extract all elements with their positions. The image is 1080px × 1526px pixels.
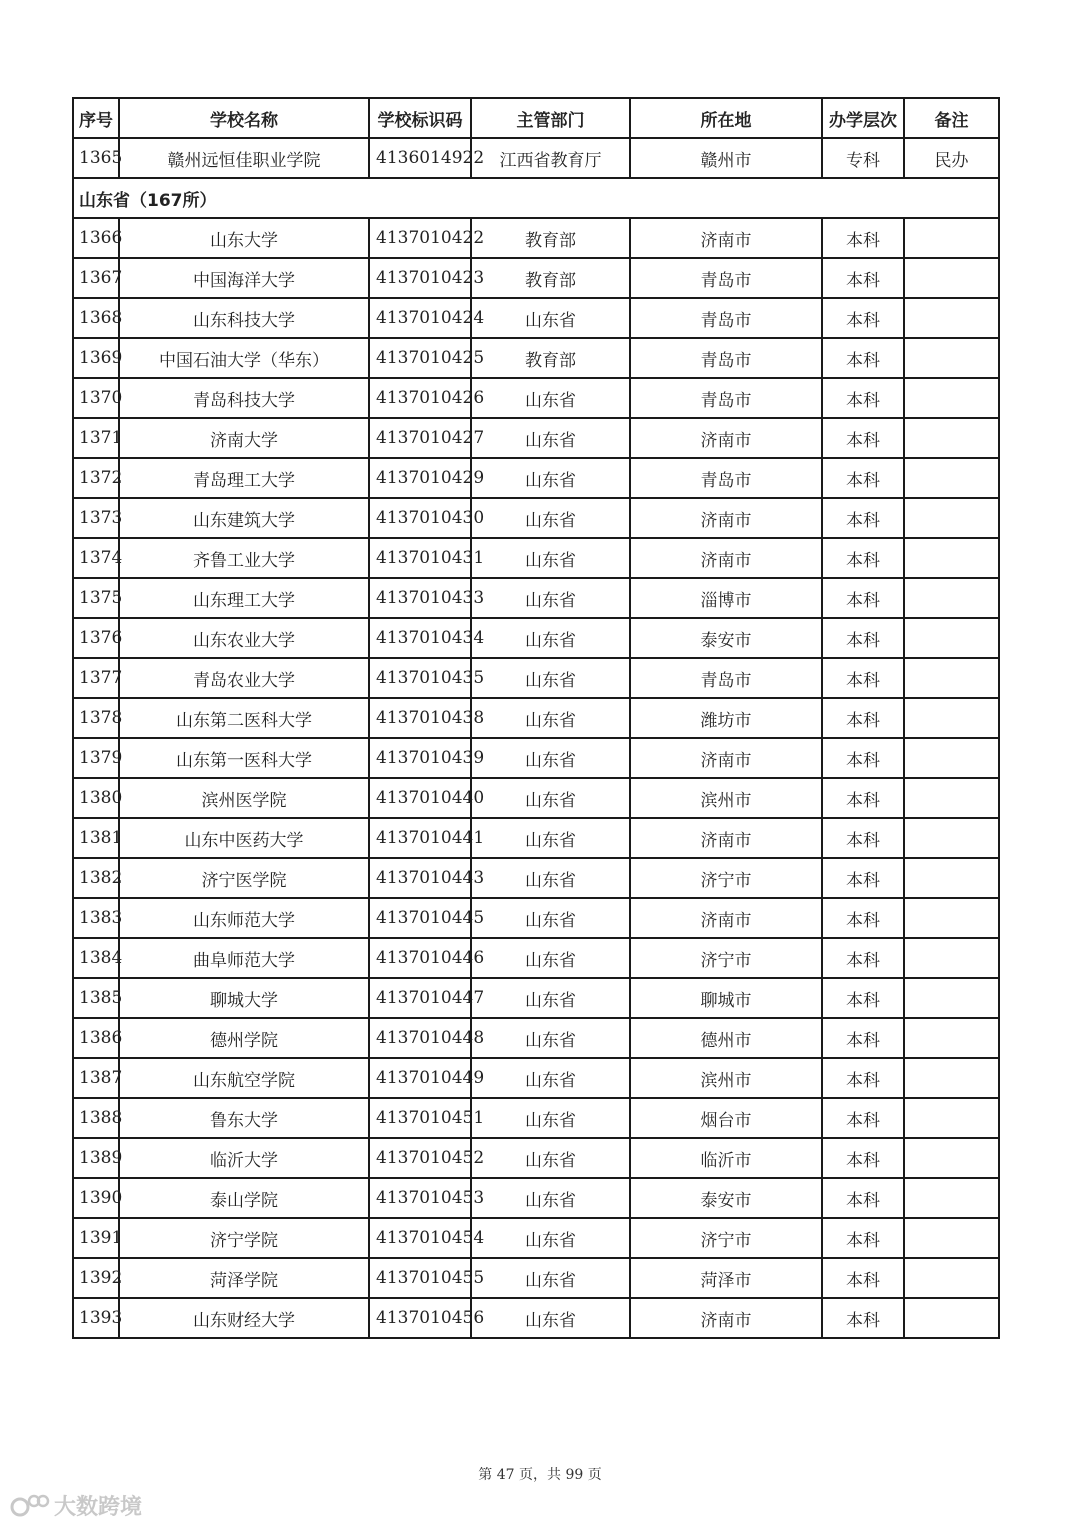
cell-level: 本科 — [822, 458, 904, 498]
cell-level: 本科 — [822, 1058, 904, 1098]
cell-school-name: 中国海洋大学 — [119, 258, 369, 298]
cell-school-name: 山东理工大学 — [119, 578, 369, 618]
cell-school-code: 4137010441 — [369, 818, 471, 858]
table-row — [73, 1018, 999, 1058]
cell-location: 青岛市 — [630, 338, 822, 378]
cell-index: 1387 — [73, 1058, 119, 1098]
cell-notes — [904, 738, 999, 778]
cell-department: 山东省 — [471, 698, 630, 738]
cell-level: 本科 — [822, 938, 904, 978]
cell-school-code: 4137010447 — [369, 978, 471, 1018]
table-row — [73, 618, 999, 658]
cell-level: 本科 — [822, 1178, 904, 1218]
table-row — [73, 698, 999, 738]
cell-school-name: 济南大学 — [119, 418, 369, 458]
cell-index: 1367 — [73, 258, 119, 298]
cell-level: 专科 — [822, 138, 904, 178]
cell-index: 1377 — [73, 658, 119, 698]
cell-index: 1393 — [73, 1298, 119, 1338]
cell-location: 济南市 — [630, 218, 822, 258]
table-row — [73, 338, 999, 378]
cell-school-name: 山东第一医科大学 — [119, 738, 369, 778]
cell-school-name: 青岛农业大学 — [119, 658, 369, 698]
cell-department: 山东省 — [471, 818, 630, 858]
cell-department: 山东省 — [471, 1058, 630, 1098]
cell-school-code: 4137010449 — [369, 1058, 471, 1098]
cell-department: 教育部 — [471, 338, 630, 378]
table-row — [73, 938, 999, 978]
cell-notes — [904, 378, 999, 418]
cell-level: 本科 — [822, 738, 904, 778]
cell-index: 1388 — [73, 1098, 119, 1138]
cell-school-code: 4137010443 — [369, 858, 471, 898]
table-row — [73, 138, 999, 178]
cell-notes — [904, 298, 999, 338]
cell-notes — [904, 1098, 999, 1138]
cell-school-code: 4136014922 — [369, 138, 471, 178]
cell-school-name: 济宁医学院 — [119, 858, 369, 898]
cell-index: 1366 — [73, 218, 119, 258]
cell-level: 本科 — [822, 338, 904, 378]
cell-department: 山东省 — [471, 1178, 630, 1218]
cell-level: 本科 — [822, 618, 904, 658]
table-row — [73, 298, 999, 338]
cell-school-name: 中国石油大学（华东） — [119, 338, 369, 378]
cell-level: 本科 — [822, 1258, 904, 1298]
cell-school-code: 4137010422 — [369, 218, 471, 258]
cell-level: 本科 — [822, 418, 904, 458]
cell-school-name: 山东师范大学 — [119, 898, 369, 938]
header-level: 办学层次 — [822, 98, 904, 138]
cell-index: 1390 — [73, 1178, 119, 1218]
cell-notes: 民办 — [904, 138, 999, 178]
cell-school-code: 4137010446 — [369, 938, 471, 978]
cell-department: 山东省 — [471, 578, 630, 618]
cell-department: 山东省 — [471, 938, 630, 978]
header-notes: 备注 — [904, 98, 999, 138]
cell-location: 赣州市 — [630, 138, 822, 178]
cell-department: 山东省 — [471, 778, 630, 818]
cell-department: 山东省 — [471, 458, 630, 498]
cell-level: 本科 — [822, 658, 904, 698]
cell-school-name: 山东航空学院 — [119, 1058, 369, 1098]
brand-logo-icon — [10, 1493, 50, 1519]
cell-index: 1391 — [73, 1218, 119, 1258]
cell-school-name: 山东财经大学 — [119, 1298, 369, 1338]
cell-notes — [904, 618, 999, 658]
cell-location: 滨州市 — [630, 1058, 822, 1098]
cell-notes — [904, 1298, 999, 1338]
table-header-row — [73, 98, 999, 138]
watermark — [10, 1490, 142, 1521]
cell-notes — [904, 858, 999, 898]
cell-notes — [904, 1138, 999, 1178]
cell-location: 泰安市 — [630, 618, 822, 658]
table-row — [73, 498, 999, 538]
table-row — [73, 1298, 999, 1338]
table-row — [73, 258, 999, 298]
cell-notes — [904, 418, 999, 458]
cell-index: 1386 — [73, 1018, 119, 1058]
cell-school-code: 4137010445 — [369, 898, 471, 938]
cell-school-code: 4137010426 — [369, 378, 471, 418]
cell-location: 济宁市 — [630, 1218, 822, 1258]
cell-school-code: 4137010425 — [369, 338, 471, 378]
cell-location: 济南市 — [630, 738, 822, 778]
cell-location: 烟台市 — [630, 1098, 822, 1138]
cell-location: 济南市 — [630, 1298, 822, 1338]
cell-location: 青岛市 — [630, 298, 822, 338]
cell-school-code: 4137010429 — [369, 458, 471, 498]
table-row — [73, 858, 999, 898]
cell-notes — [904, 778, 999, 818]
cell-school-name: 泰山学院 — [119, 1178, 369, 1218]
table-row — [73, 1258, 999, 1298]
table-row — [73, 658, 999, 698]
table-row — [73, 418, 999, 458]
cell-index: 1370 — [73, 378, 119, 418]
cell-school-code: 4137010454 — [369, 1218, 471, 1258]
cell-school-name: 齐鲁工业大学 — [119, 538, 369, 578]
cell-school-code: 4137010435 — [369, 658, 471, 698]
cell-notes — [904, 338, 999, 378]
cell-school-code: 4137010455 — [369, 1258, 471, 1298]
cell-department: 山东省 — [471, 1098, 630, 1138]
cell-school-code: 4137010439 — [369, 738, 471, 778]
cell-department: 教育部 — [471, 218, 630, 258]
table-row — [73, 538, 999, 578]
cell-index: 1365 — [73, 138, 119, 178]
cell-school-name: 滨州医学院 — [119, 778, 369, 818]
table-row — [73, 1178, 999, 1218]
cell-level: 本科 — [822, 1218, 904, 1258]
cell-school-code: 4137010434 — [369, 618, 471, 658]
cell-level: 本科 — [822, 1298, 904, 1338]
cell-index: 1375 — [73, 578, 119, 618]
cell-index: 1372 — [73, 458, 119, 498]
table-row — [73, 738, 999, 778]
cell-index: 1373 — [73, 498, 119, 538]
cell-location: 临沂市 — [630, 1138, 822, 1178]
cell-school-name: 临沂大学 — [119, 1138, 369, 1178]
cell-school-code: 4137010431 — [369, 538, 471, 578]
cell-notes — [904, 218, 999, 258]
cell-school-name: 菏泽学院 — [119, 1258, 369, 1298]
cell-level: 本科 — [822, 578, 904, 618]
cell-department: 山东省 — [471, 1138, 630, 1178]
cell-index: 1369 — [73, 338, 119, 378]
cell-level: 本科 — [822, 1138, 904, 1178]
cell-department: 江西省教育厅 — [471, 138, 630, 178]
cell-notes — [904, 1258, 999, 1298]
cell-location: 济宁市 — [630, 858, 822, 898]
cell-index: 1368 — [73, 298, 119, 338]
cell-level: 本科 — [822, 818, 904, 858]
cell-location: 济南市 — [630, 818, 822, 858]
cell-school-name: 曲阜师范大学 — [119, 938, 369, 978]
cell-index: 1384 — [73, 938, 119, 978]
cell-index: 1379 — [73, 738, 119, 778]
cell-level: 本科 — [822, 258, 904, 298]
cell-index: 1374 — [73, 538, 119, 578]
cell-school-code: 4137010453 — [369, 1178, 471, 1218]
cell-school-code: 4137010424 — [369, 298, 471, 338]
cell-index: 1380 — [73, 778, 119, 818]
cell-location: 济南市 — [630, 418, 822, 458]
table-row — [73, 1138, 999, 1178]
watermark-text: 大数跨境 — [54, 1495, 143, 1520]
section-row — [73, 178, 999, 218]
cell-level: 本科 — [822, 698, 904, 738]
cell-department: 山东省 — [471, 378, 630, 418]
cell-level: 本科 — [822, 778, 904, 818]
table-row — [73, 1058, 999, 1098]
cell-school-code: 4137010448 — [369, 1018, 471, 1058]
cell-location: 潍坊市 — [630, 698, 822, 738]
cell-notes — [904, 1018, 999, 1058]
cell-location: 青岛市 — [630, 258, 822, 298]
table-row — [73, 218, 999, 258]
cell-school-name: 聊城大学 — [119, 978, 369, 1018]
header-school-code: 学校标识码 — [369, 98, 471, 138]
cell-department: 山东省 — [471, 1298, 630, 1338]
cell-department: 山东省 — [471, 418, 630, 458]
cell-notes — [904, 1218, 999, 1258]
table-row — [73, 578, 999, 618]
cell-school-code: 4137010440 — [369, 778, 471, 818]
cell-location: 菏泽市 — [630, 1258, 822, 1298]
cell-notes — [904, 698, 999, 738]
cell-department: 山东省 — [471, 738, 630, 778]
table-row — [73, 978, 999, 1018]
cell-department: 山东省 — [471, 1018, 630, 1058]
cell-notes — [904, 458, 999, 498]
cell-level: 本科 — [822, 898, 904, 938]
cell-location: 济宁市 — [630, 938, 822, 978]
header-department: 主管部门 — [471, 98, 630, 138]
table-row — [73, 898, 999, 938]
cell-level: 本科 — [822, 218, 904, 258]
table-row — [73, 378, 999, 418]
cell-school-name: 鲁东大学 — [119, 1098, 369, 1138]
cell-notes — [904, 898, 999, 938]
cell-school-name: 山东科技大学 — [119, 298, 369, 338]
cell-school-name: 济宁学院 — [119, 1218, 369, 1258]
cell-index: 1378 — [73, 698, 119, 738]
cell-notes — [904, 1178, 999, 1218]
cell-department: 山东省 — [471, 538, 630, 578]
cell-notes — [904, 1058, 999, 1098]
cell-notes — [904, 978, 999, 1018]
cell-school-name: 山东第二医科大学 — [119, 698, 369, 738]
cell-index: 1381 — [73, 818, 119, 858]
cell-index: 1376 — [73, 618, 119, 658]
cell-school-name: 山东农业大学 — [119, 618, 369, 658]
page-footer: 第 47 页，共 99 页 — [478, 1467, 602, 1483]
cell-school-code: 4137010451 — [369, 1098, 471, 1138]
table-row — [73, 818, 999, 858]
cell-department: 山东省 — [471, 498, 630, 538]
cell-notes — [904, 498, 999, 538]
cell-department: 山东省 — [471, 298, 630, 338]
cell-department: 教育部 — [471, 258, 630, 298]
cell-index: 1392 — [73, 1258, 119, 1298]
header-index: 序号 — [73, 98, 119, 138]
cell-school-name: 赣州远恒佳职业学院 — [119, 138, 369, 178]
cell-location: 泰安市 — [630, 1178, 822, 1218]
cell-location: 青岛市 — [630, 378, 822, 418]
cell-level: 本科 — [822, 858, 904, 898]
cell-location: 聊城市 — [630, 978, 822, 1018]
cell-school-name: 山东中医药大学 — [119, 818, 369, 858]
cell-notes — [904, 258, 999, 298]
cell-location: 淄博市 — [630, 578, 822, 618]
table-row — [73, 458, 999, 498]
school-list-table — [72, 97, 1000, 1339]
cell-location: 青岛市 — [630, 458, 822, 498]
cell-school-name: 德州学院 — [119, 1018, 369, 1058]
cell-school-name: 山东大学 — [119, 218, 369, 258]
cell-index: 1371 — [73, 418, 119, 458]
section-title: 山东省（167所） — [73, 178, 999, 218]
table-row — [73, 1098, 999, 1138]
cell-notes — [904, 578, 999, 618]
cell-level: 本科 — [822, 1018, 904, 1058]
header-location: 所在地 — [630, 98, 822, 138]
cell-school-code: 4137010433 — [369, 578, 471, 618]
cell-department: 山东省 — [471, 1258, 630, 1298]
cell-school-code: 4137010430 — [369, 498, 471, 538]
cell-school-code: 4137010438 — [369, 698, 471, 738]
cell-level: 本科 — [822, 298, 904, 338]
cell-school-code: 4137010427 — [369, 418, 471, 458]
cell-school-name: 青岛理工大学 — [119, 458, 369, 498]
cell-department: 山东省 — [471, 898, 630, 938]
header-school-name: 学校名称 — [119, 98, 369, 138]
cell-notes — [904, 818, 999, 858]
cell-department: 山东省 — [471, 978, 630, 1018]
cell-location: 济南市 — [630, 898, 822, 938]
cell-level: 本科 — [822, 538, 904, 578]
cell-school-name: 山东建筑大学 — [119, 498, 369, 538]
cell-index: 1383 — [73, 898, 119, 938]
cell-level: 本科 — [822, 978, 904, 1018]
cell-school-code: 4137010456 — [369, 1298, 471, 1338]
cell-notes — [904, 658, 999, 698]
cell-school-code: 4137010452 — [369, 1138, 471, 1178]
cell-location: 滨州市 — [630, 778, 822, 818]
cell-department: 山东省 — [471, 618, 630, 658]
cell-level: 本科 — [822, 1098, 904, 1138]
cell-location: 青岛市 — [630, 658, 822, 698]
cell-department: 山东省 — [471, 1218, 630, 1258]
cell-location: 济南市 — [630, 538, 822, 578]
cell-index: 1382 — [73, 858, 119, 898]
cell-school-code: 4137010423 — [369, 258, 471, 298]
cell-notes — [904, 938, 999, 978]
cell-notes — [904, 538, 999, 578]
cell-department: 山东省 — [471, 858, 630, 898]
cell-school-name: 青岛科技大学 — [119, 378, 369, 418]
cell-location: 德州市 — [630, 1018, 822, 1058]
cell-index: 1389 — [73, 1138, 119, 1178]
table-row — [73, 778, 999, 818]
cell-department: 山东省 — [471, 658, 630, 698]
cell-index: 1385 — [73, 978, 119, 1018]
cell-level: 本科 — [822, 378, 904, 418]
cell-location: 济南市 — [630, 498, 822, 538]
table-row — [73, 1218, 999, 1258]
cell-level: 本科 — [822, 498, 904, 538]
